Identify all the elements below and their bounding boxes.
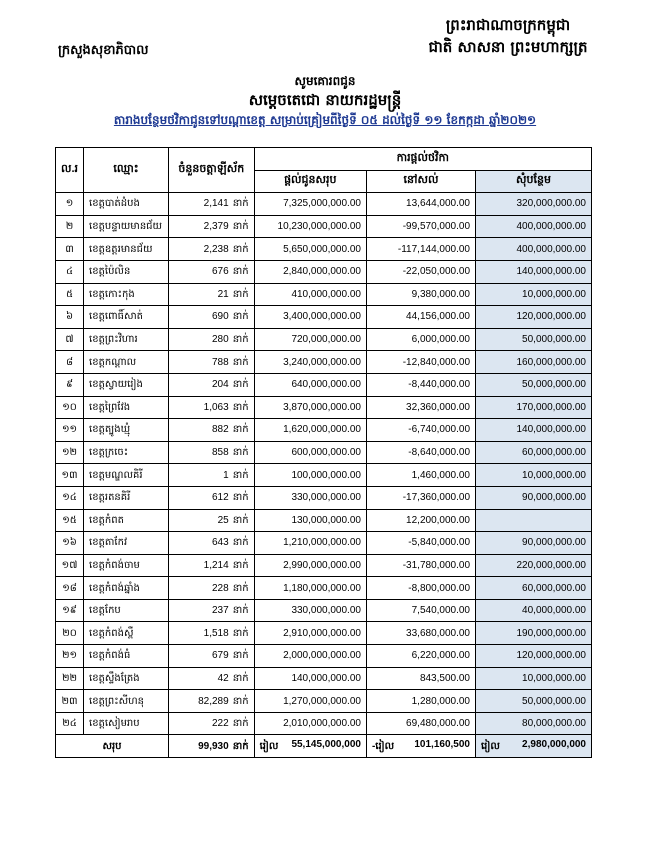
unit-label: នាក់ [232,492,249,504]
row-count: 82,289 នាក់ [168,690,254,713]
row-no: ១៩ [56,599,84,622]
header-request: សុំបន្ថែម [476,170,592,193]
row-no: ១២ [56,441,84,464]
document-title [0,72,650,130]
row-remaining: -6,740,000.00 [366,419,475,442]
row-name: ខេត្តស្ទឹងត្រែង [84,667,169,690]
row-provided: 2,010,000,000.00 [254,712,366,735]
row-name: ខេត្តកំពត [84,509,169,532]
row-provided: 330,000,000.00 [254,599,366,622]
row-provided: 100,000,000.00 [254,464,366,487]
row-remaining: -8,440,000.00 [366,373,475,396]
row-count: 612 នាក់ [168,486,254,509]
unit-label: នាក់ [232,514,249,526]
header-count: ចំនួនចត្តាឡីស័ក [168,148,254,193]
row-name: ខេត្តកំពង់ចាម [84,554,169,577]
unit-label: នាក់ [232,740,249,752]
row-remaining: 12,200,000.00 [366,509,475,532]
row-count: 222 នាក់ [168,712,254,735]
row-provided: 7,325,000,000.00 [254,193,366,216]
row-count: 858 នាក់ [168,441,254,464]
row-no: ២៣ [56,690,84,713]
header-name: ឈ្មោះ [84,148,169,193]
unit-label: នាក់ [232,650,249,662]
unit-label: នាក់ [232,401,249,413]
table-row [56,396,592,419]
row-no: ១៤ [56,486,84,509]
table-row [56,260,592,283]
unit-label: នាក់ [232,537,249,549]
row-name: ខេត្តកណ្តាល [84,351,169,374]
row-remaining: 7,540,000.00 [366,599,475,622]
unit-label: នាក់ [232,311,249,323]
kingdom-header [408,14,608,58]
row-no: ៨ [56,351,84,374]
row-count: 1,518 នាក់ [168,622,254,645]
row-remaining: 13,644,000.00 [366,193,475,216]
unit-label: នាក់ [232,718,249,730]
row-provided: 1,620,000,000.00 [254,419,366,442]
row-remaining: 6,000,000.00 [366,328,475,351]
total-label: សរុប [56,735,169,758]
row-count: 788 នាក់ [168,351,254,374]
unit-label: នាក់ [232,559,249,571]
row-name: ខេត្តពោធិ៍សាត់ [84,306,169,329]
row-no: ២១ [56,645,84,668]
row-no: ១៦ [56,532,84,555]
row-remaining: -117,144,000.00 [366,238,475,261]
unit-label: នាក់ [232,379,249,391]
row-request: 170,000,000.00 [476,396,592,419]
currency-label: -រៀល [371,740,395,752]
unit-label: នាក់ [232,356,249,368]
header-budget-group: ការផ្តល់ថវិកា [254,148,591,171]
row-count: 676 នាក់ [168,260,254,283]
row-name: ខេត្តកោះកុង [84,283,169,306]
total-provided: រៀល 55,145,000,000 [254,735,366,758]
row-provided: 2,000,000,000.00 [254,645,366,668]
row-no: ២០ [56,622,84,645]
header-no: ល.រ [56,148,84,193]
row-request: 400,000,000.00 [476,238,592,261]
row-count: 204 នាក់ [168,373,254,396]
row-provided: 720,000,000.00 [254,328,366,351]
row-name: ខេត្តកែប [84,599,169,622]
row-count: 1,063 នាក់ [168,396,254,419]
row-count: 280 នាក់ [168,328,254,351]
row-no: ១៣ [56,464,84,487]
row-no: ៣ [56,238,84,261]
row-no: ៩ [56,373,84,396]
row-remaining: -8,800,000.00 [366,577,475,600]
row-no: ២៤ [56,712,84,735]
row-request: 90,000,000.00 [476,532,592,555]
row-provided: 10,230,000,000.00 [254,215,366,238]
unit-label: នាក់ [232,334,249,346]
table-row [56,441,592,464]
row-provided: 130,000,000.00 [254,509,366,532]
row-request: 50,000,000.00 [476,328,592,351]
row-name: ខេត្តកំពង់ឆ្នាំង [84,577,169,600]
budget-table [55,147,592,758]
row-no: ១៨ [56,577,84,600]
unit-label: នាក់ [232,695,249,707]
row-request: 190,000,000.00 [476,622,592,645]
kingdom-line-2: ជាតិ សាសនា ព្រះមហាក្សត្រ [428,38,588,56]
row-remaining: 33,680,000.00 [366,622,475,645]
row-request: 120,000,000.00 [476,645,592,668]
row-remaining: -31,780,000.00 [366,554,475,577]
row-request: 50,000,000.00 [476,690,592,713]
row-provided: 330,000,000.00 [254,486,366,509]
row-request [476,509,592,532]
table-row [56,599,592,622]
row-remaining: -5,840,000.00 [366,532,475,555]
row-name: ខេត្តព្រះសីហនុ [84,690,169,713]
row-provided: 600,000,000.00 [254,441,366,464]
total-remaining: -រៀល 101,160,500 [366,735,475,758]
table-row [56,712,592,735]
row-provided: 1,270,000,000.00 [254,690,366,713]
ministry-name: ក្រសួងសុខាភិបាល [58,43,149,58]
table-body [56,193,592,735]
title-line-3: តារាងបន្ថែមថវិកាជូនទៅបណ្តាខេត្ត សម្រាប់គ្រៀមពីថ្ងៃទី ០៥ ដល់ថ្ងៃទី ១១ ខែកក្កដា ឆ្នាំ២០២១ [113,113,537,127]
row-name: ខេត្តស្វាយរៀង [84,373,169,396]
row-provided: 1,210,000,000.00 [254,532,366,555]
unit-label: នាក់ [232,469,249,481]
unit-label: នាក់ [232,266,249,278]
row-name: ខេត្តសៀមរាប [84,712,169,735]
row-provided: 2,910,000,000.00 [254,622,366,645]
row-request: 50,000,000.00 [476,373,592,396]
row-count: 2,141 នាក់ [168,193,254,216]
row-request: 400,000,000.00 [476,215,592,238]
row-name: ខេត្តត្បូងឃ្មុំ [84,419,169,442]
row-request: 90,000,000.00 [476,486,592,509]
row-name: ខេត្តកំពង់ស្ពឺ [84,622,169,645]
row-name: ខេត្តមណ្ឌលគិរី [84,464,169,487]
row-request: 320,000,000.00 [476,193,592,216]
row-name: ខេត្តព្រៃវែង [84,396,169,419]
row-remaining: -22,050,000.00 [366,260,475,283]
header-remaining: នៅសល់ [366,170,475,193]
unit-label: នាក់ [232,424,249,436]
unit-label: នាក់ [232,198,249,210]
table-row [56,373,592,396]
row-remaining: -8,640,000.00 [366,441,475,464]
row-no: ១៥ [56,509,84,532]
row-request: 120,000,000.00 [476,306,592,329]
row-count: 690 នាក់ [168,306,254,329]
row-provided: 3,870,000,000.00 [254,396,366,419]
title-line-1: សូមគោរពជូន [294,74,356,88]
table-row [56,215,592,238]
row-request: 140,000,000.00 [476,260,592,283]
row-count: 228 នាក់ [168,577,254,600]
table-row [56,532,592,555]
row-name: ខេត្តតាកែវ [84,532,169,555]
row-request: 60,000,000.00 [476,577,592,600]
row-no: ២ [56,215,84,238]
table-row [56,554,592,577]
row-provided: 640,000,000.00 [254,373,366,396]
unit-label: នាក់ [232,627,249,639]
unit-label: នាក់ [232,672,249,684]
row-remaining: 9,380,000.00 [366,283,475,306]
row-remaining: 1,460,000.00 [366,464,475,487]
total-row [56,735,592,758]
row-request: 10,000,000.00 [476,283,592,306]
row-provided: 410,000,000.00 [254,283,366,306]
row-name: ខេត្តព្រះវិហារ [84,328,169,351]
row-name: ខេត្តប៉ៃលិន [84,260,169,283]
table-header-row [56,148,592,171]
row-provided: 3,240,000,000.00 [254,351,366,374]
row-no: ១ [56,193,84,216]
row-no: ១០ [56,396,84,419]
total-count: 99,930 នាក់ [168,735,254,758]
row-request: 220,000,000.00 [476,554,592,577]
table-row [56,690,592,713]
row-count: 1,214 នាក់ [168,554,254,577]
table-row [56,283,592,306]
row-provided: 3,400,000,000.00 [254,306,366,329]
row-no: ៦ [56,306,84,329]
unit-label: នាក់ [232,447,249,459]
row-count: 42 នាក់ [168,667,254,690]
row-request: 140,000,000.00 [476,419,592,442]
row-count: 25 នាក់ [168,509,254,532]
unit-label: នាក់ [232,221,249,233]
row-remaining: 69,480,000.00 [366,712,475,735]
row-count: 882 នាក់ [168,419,254,442]
row-no: ១១ [56,419,84,442]
row-name: ខេត្តរតនគិរី [84,486,169,509]
table-row [56,351,592,374]
row-remaining: 44,156,000.00 [366,306,475,329]
row-request: 10,000,000.00 [476,464,592,487]
table-row [56,328,592,351]
row-provided: 1,180,000,000.00 [254,577,366,600]
row-name: ខេត្តឧត្តរមានជ័យ [84,238,169,261]
row-provided: 140,000,000.00 [254,667,366,690]
row-name: ខេត្តកំពង់ធំ [84,645,169,668]
row-remaining: -17,360,000.00 [366,486,475,509]
table-row [56,464,592,487]
total-request: រៀល 2,980,000,000 [476,735,592,758]
row-remaining: 32,360,000.00 [366,396,475,419]
table-row [56,509,592,532]
table-row [56,193,592,216]
row-no: ២២ [56,667,84,690]
row-no: ៤ [56,260,84,283]
table-row [56,306,592,329]
row-count: 679 នាក់ [168,645,254,668]
row-remaining: 1,280,000.00 [366,690,475,713]
unit-label: នាក់ [232,605,249,617]
row-request: 10,000,000.00 [476,667,592,690]
table-row [56,238,592,261]
table-row [56,645,592,668]
title-line-2: សម្តេចតេជោ នាយករដ្ឋមន្ត្រី [248,91,402,109]
row-remaining: 6,220,000.00 [366,645,475,668]
row-count: 643 នាក់ [168,532,254,555]
row-count: 1 នាក់ [168,464,254,487]
header-provided: ផ្តល់ជូនសរុប [254,170,366,193]
row-provided: 5,650,000,000.00 [254,238,366,261]
row-no: ១៧ [56,554,84,577]
unit-label: នាក់ [232,582,249,594]
row-remaining: 843,500.00 [366,667,475,690]
unit-label: នាក់ [232,288,249,300]
table-row [56,577,592,600]
table-row [56,667,592,690]
currency-label: រៀល [259,740,279,752]
row-no: ៧ [56,328,84,351]
row-provided: 2,840,000,000.00 [254,260,366,283]
row-count: 237 នាក់ [168,599,254,622]
row-name: ខេត្តបន្ទាយមានជ័យ [84,215,169,238]
row-request: 160,000,000.00 [476,351,592,374]
row-request: 80,000,000.00 [476,712,592,735]
table-row [56,622,592,645]
row-request: 40,000,000.00 [476,599,592,622]
table-row [56,486,592,509]
currency-label: រៀល [481,740,500,752]
row-count: 21 នាក់ [168,283,254,306]
kingdom-line-1: ព្រះរាជាណាចក្រកម្ពុជា [445,16,571,34]
row-name: ខេត្តបាត់ដំបង [84,193,169,216]
row-count: 2,238 នាក់ [168,238,254,261]
row-request: 60,000,000.00 [476,441,592,464]
row-provided: 2,990,000,000.00 [254,554,366,577]
row-count: 2,379 នាក់ [168,215,254,238]
row-remaining: -99,570,000.00 [366,215,475,238]
table-row [56,419,592,442]
row-remaining: -12,840,000.00 [366,351,475,374]
unit-label: នាក់ [232,243,249,255]
row-no: ៥ [56,283,84,306]
row-name: ខេត្តក្រចេះ [84,441,169,464]
